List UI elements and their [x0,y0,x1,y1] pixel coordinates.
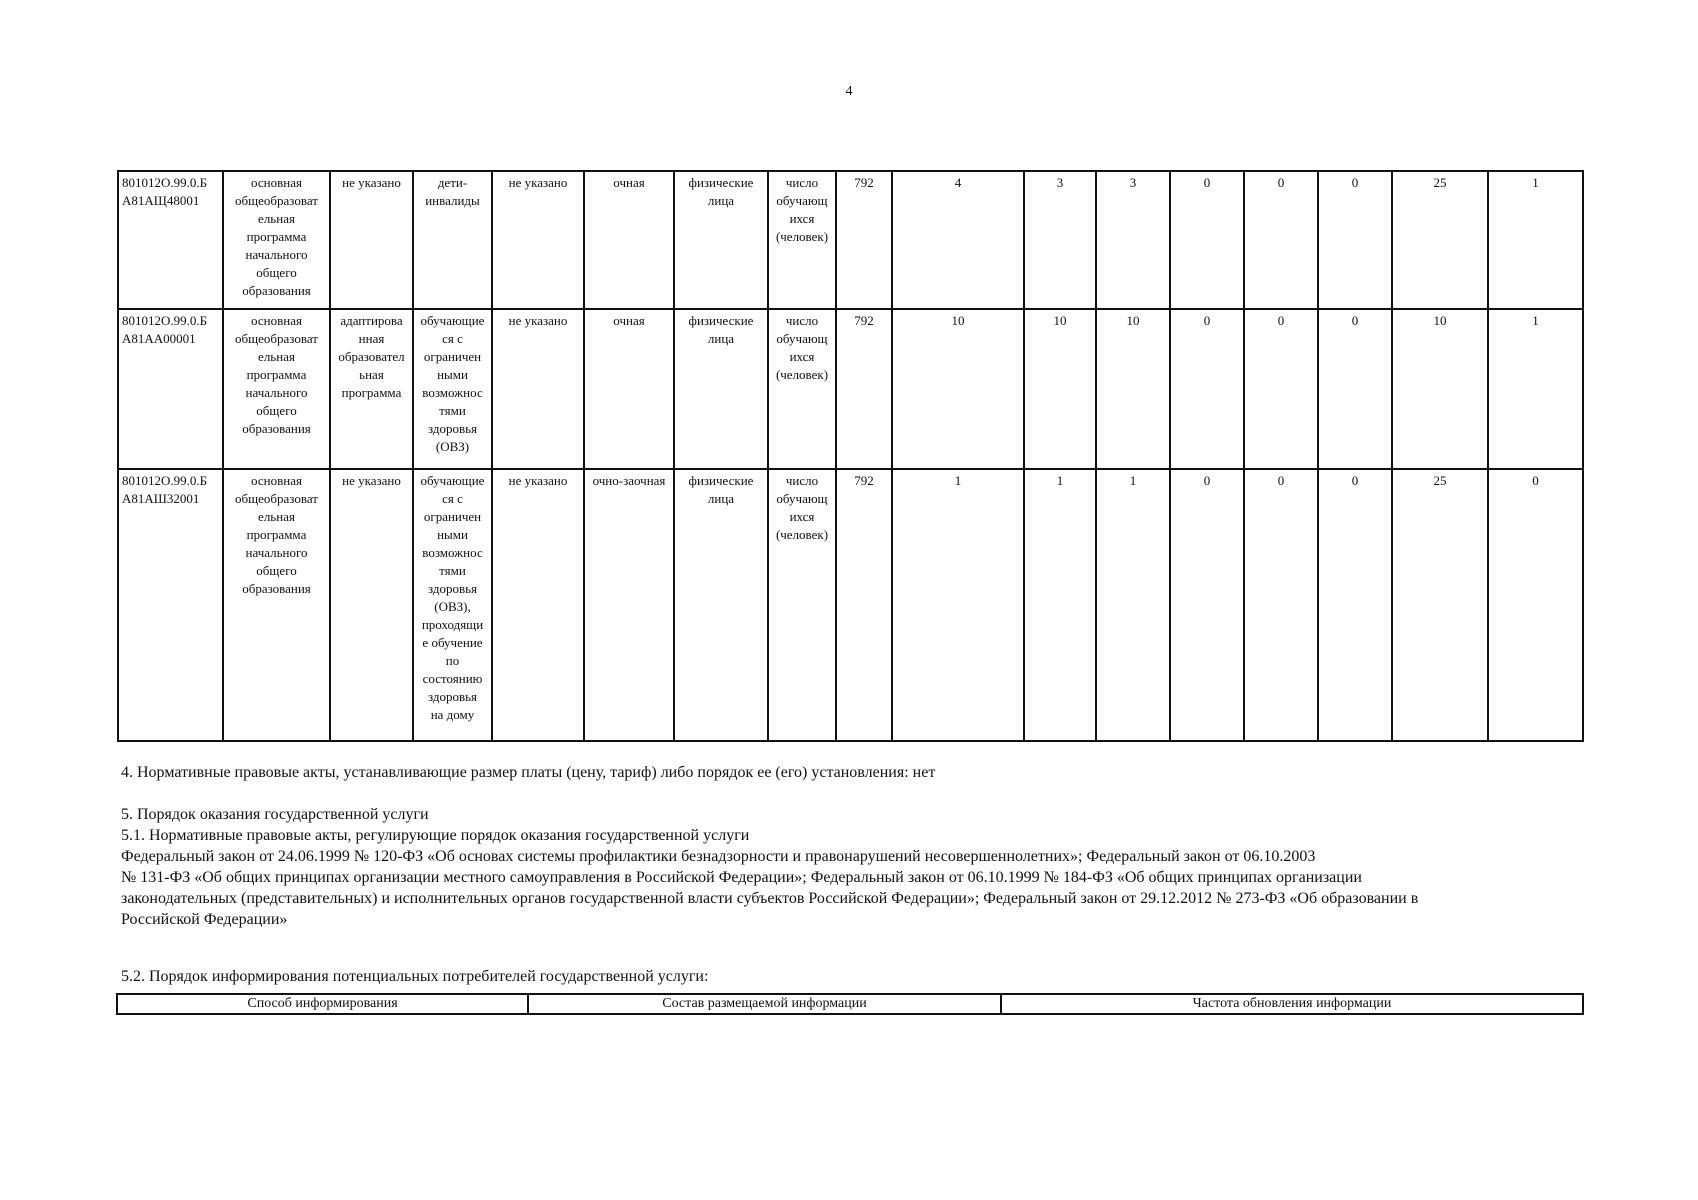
value-cell: 1 [1096,469,1170,741]
registry-code-cell: 801012О.99.0.Б А81АШ32001 [118,469,223,741]
consumers-cell: физические лица [674,309,768,469]
page-number: 4 [845,84,853,99]
information-table-header [117,994,1583,1014]
value-cell: 0 [1170,309,1244,469]
column-header: Частота обновления информации [1001,994,1583,1014]
student-category-cell: обучающие ся с ограничен ными возможнос тями здоровья (ОВЗ) [413,309,492,469]
education-form-cell: очно-заочная [584,469,674,741]
value-cell: 1 [1024,469,1096,741]
section-5-2-paragraph [121,966,1576,987]
registry-code-cell: 801012О.99.0.Б А81АЩ48001 [118,171,223,309]
value-cell: 0 [1318,309,1392,469]
value-cell: 0 [1170,469,1244,741]
consumers-cell: физические лица [674,171,768,309]
value-cell: 0 [1244,469,1318,741]
value-cell: 1 [892,469,1024,741]
section-5-heading: 5. Порядок оказания государственной услуги [121,806,429,823]
table-row [118,171,1583,309]
value-cell: 3 [1096,171,1170,309]
value-cell: 0 [1244,309,1318,469]
okei-code-cell: 792 [836,309,892,469]
law-line: Российской Федерации» [121,911,288,928]
place-cell: не указано [492,469,584,741]
value-cell: 10 [1096,309,1170,469]
program-type-cell: адаптирова нная образовател ьная программа [330,309,413,469]
value-cell: 1 [1488,309,1583,469]
program-cell: основная общеобразоват ельная программа начального общего образования [223,171,330,309]
student-category-cell: дети- инвалиды [413,171,492,309]
okei-code-cell: 792 [836,171,892,309]
table-row [118,469,1583,741]
service-volume-table [117,170,1584,742]
program-cell: основная общеобразоват ельная программа начального общего образования [223,309,330,469]
law-line: № 131-ФЗ «Об общих принципах организации местного самоуправления в Российской Федерации»; Федеральный закон от 06.10.1999 № 184-ФЗ «Об общих принципах организации [121,869,1362,886]
value-cell: 0 [1318,469,1392,741]
program-type-cell: не указано [330,171,413,309]
consumers-cell: физические лица [674,469,768,741]
section-5 [121,804,1576,930]
value-cell: 0 [1244,171,1318,309]
program-type-cell: не указано [330,469,413,741]
value-cell: 3 [1024,171,1096,309]
place-cell: не указано [492,171,584,309]
education-form-cell: очная [584,309,674,469]
student-category-cell: обучающие ся с ограничен ными возможнос тями здоровья (ОВЗ), проходящи е обучение по состоянию здоровья на дому [413,469,492,741]
indicator-cell: число обучающ ихся (человек) [768,309,836,469]
value-cell: 25 [1392,469,1488,741]
indicator-cell: число обучающ ихся (человек) [768,171,836,309]
column-header: Состав размещаемой информации [528,994,1001,1014]
column-header: Способ информирования [117,994,528,1014]
value-cell: 25 [1392,171,1488,309]
okei-code-cell: 792 [836,469,892,741]
value-cell: 10 [1024,309,1096,469]
registry-code-cell: 801012О.99.0.Б А81АА00001 [118,309,223,469]
section-5-2-heading: 5.2. Порядок информирования потенциальных потребителей государственной услуги: [121,968,709,985]
section-4-paragraph [121,762,1576,783]
place-cell: не указано [492,309,584,469]
value-cell: 10 [1392,309,1488,469]
value-cell: 0 [1488,469,1583,741]
law-line: законодательных (представительных) и исполнительных органов государственной власти субъектов Российской Федерации»; Федеральный закон от 29.12.2012 № 273-ФЗ «Об образовании в [121,890,1419,907]
section-4-text: 4. Нормативные правовые акты, устанавливающие размер платы (цену, тариф) либо порядок ее (его) установления: нет [121,764,936,781]
table-row [118,309,1583,469]
program-cell: основная общеобразоват ельная программа начального общего образования [223,469,330,741]
value-cell: 1 [1488,171,1583,309]
law-line: Федеральный закон от 24.06.1999 № 120-ФЗ «Об основах системы профилактики безнадзорности и правонарушений несовершеннолетних»; Федеральный закон от 06.10.2003 [121,848,1316,865]
section-5-1-heading: 5.1. Нормативные правовые акты, регулирующие порядок оказания государственной услуги [121,827,750,844]
value-cell: 0 [1318,171,1392,309]
education-form-cell: очная [584,171,674,309]
value-cell: 10 [892,309,1024,469]
information-table [116,993,1584,1015]
indicator-cell: число обучающ ихся (человек) [768,469,836,741]
value-cell: 0 [1170,171,1244,309]
value-cell: 4 [892,171,1024,309]
